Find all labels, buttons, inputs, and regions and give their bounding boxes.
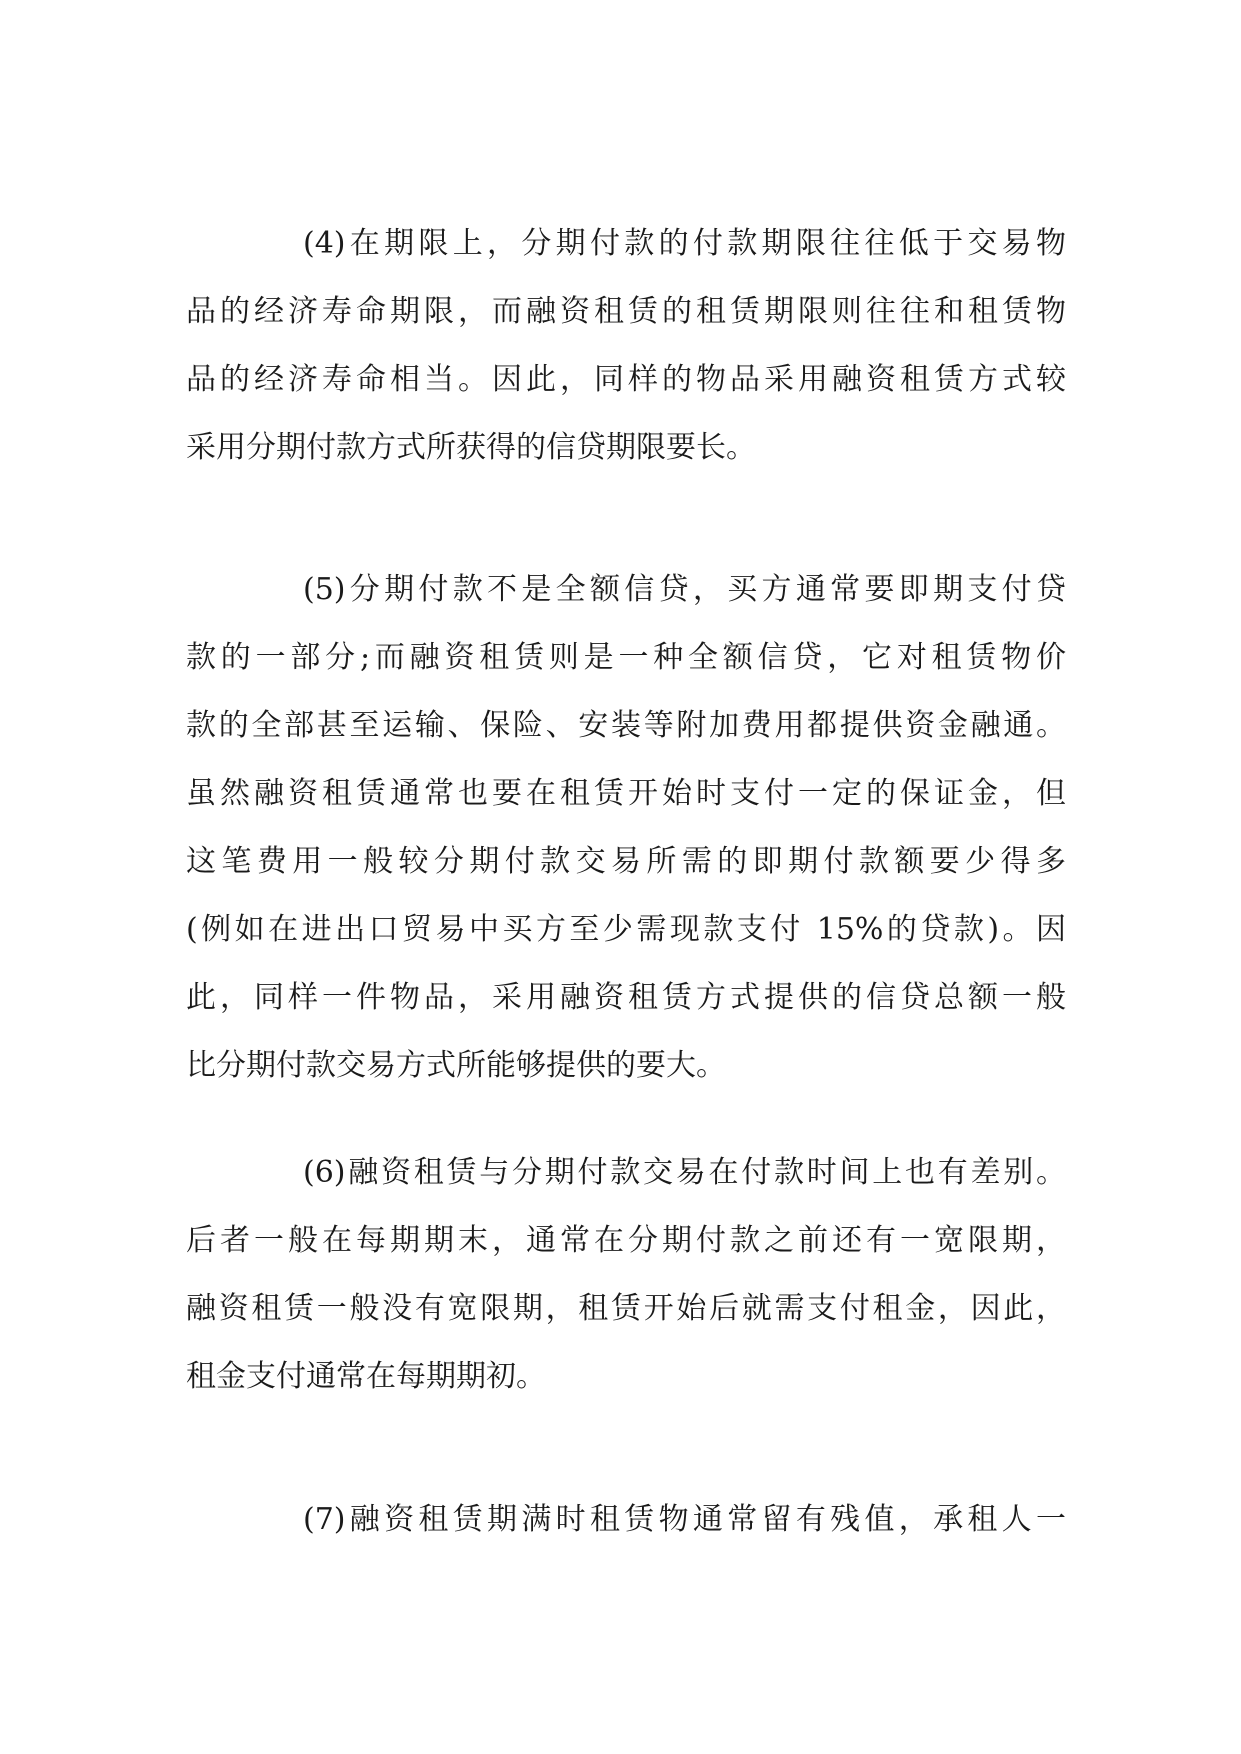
paragraph-line: (7)融资租赁期满时租赁物通常留有残值，承租人一 [303,1502,1066,1537]
paragraph-line: (例如在进出口贸易中买方至少需现款支付 15%的贷款)。因 [186,912,1066,947]
paragraph-6 [186,1139,1066,1411]
paragraph-line: 此，同样一件物品，采用融资租赁方式提供的信贷总额一般 [186,980,1066,1015]
paragraph-5 [186,556,1066,1100]
paragraph-line: 比分期付款交易方式所能够提供的要大。 [186,1048,726,1083]
paragraph-4 [186,210,1066,482]
paragraph-line: (6)融资租赁与分期付款交易在付款时间上也有差别。 [303,1155,1066,1190]
paragraph-line: 品的经济寿命期限，而融资租赁的租赁期限则往往和租赁物 [186,294,1066,329]
paragraph-line: (4)在期限上，分期付款的付款期限往往低于交易物 [303,226,1066,261]
paragraph-line: (5)分期付款不是全额信贷，买方通常要即期支付贷 [303,572,1066,607]
paragraph-line: 融资租赁一般没有宽限期，租赁开始后就需支付租金，因此， [186,1291,1066,1326]
paragraph-line: 款的全部甚至运输、保险、安装等附加费用都提供资金融通。 [186,708,1066,743]
paragraph-line: 这笔费用一般较分期付款交易所需的即期付款额要少得多 [186,844,1066,879]
paragraph-7 [186,1486,1066,1554]
paragraph-line: 后者一般在每期期末，通常在分期付款之前还有一宽限期， [186,1223,1066,1258]
paragraph-line: 虽然融资租赁通常也要在租赁开始时支付一定的保证金，但 [186,776,1066,811]
paragraph-line: 品的经济寿命相当。因此，同样的物品采用融资租赁方式较 [186,362,1066,397]
paragraph-line: 款的一部分;而融资租赁则是一种全额信贷，它对租赁物价 [186,640,1066,675]
paragraph-line: 采用分期付款方式所获得的信贷期限要长。 [186,430,756,465]
paragraph-line: 租金支付通常在每期期初。 [186,1359,546,1394]
